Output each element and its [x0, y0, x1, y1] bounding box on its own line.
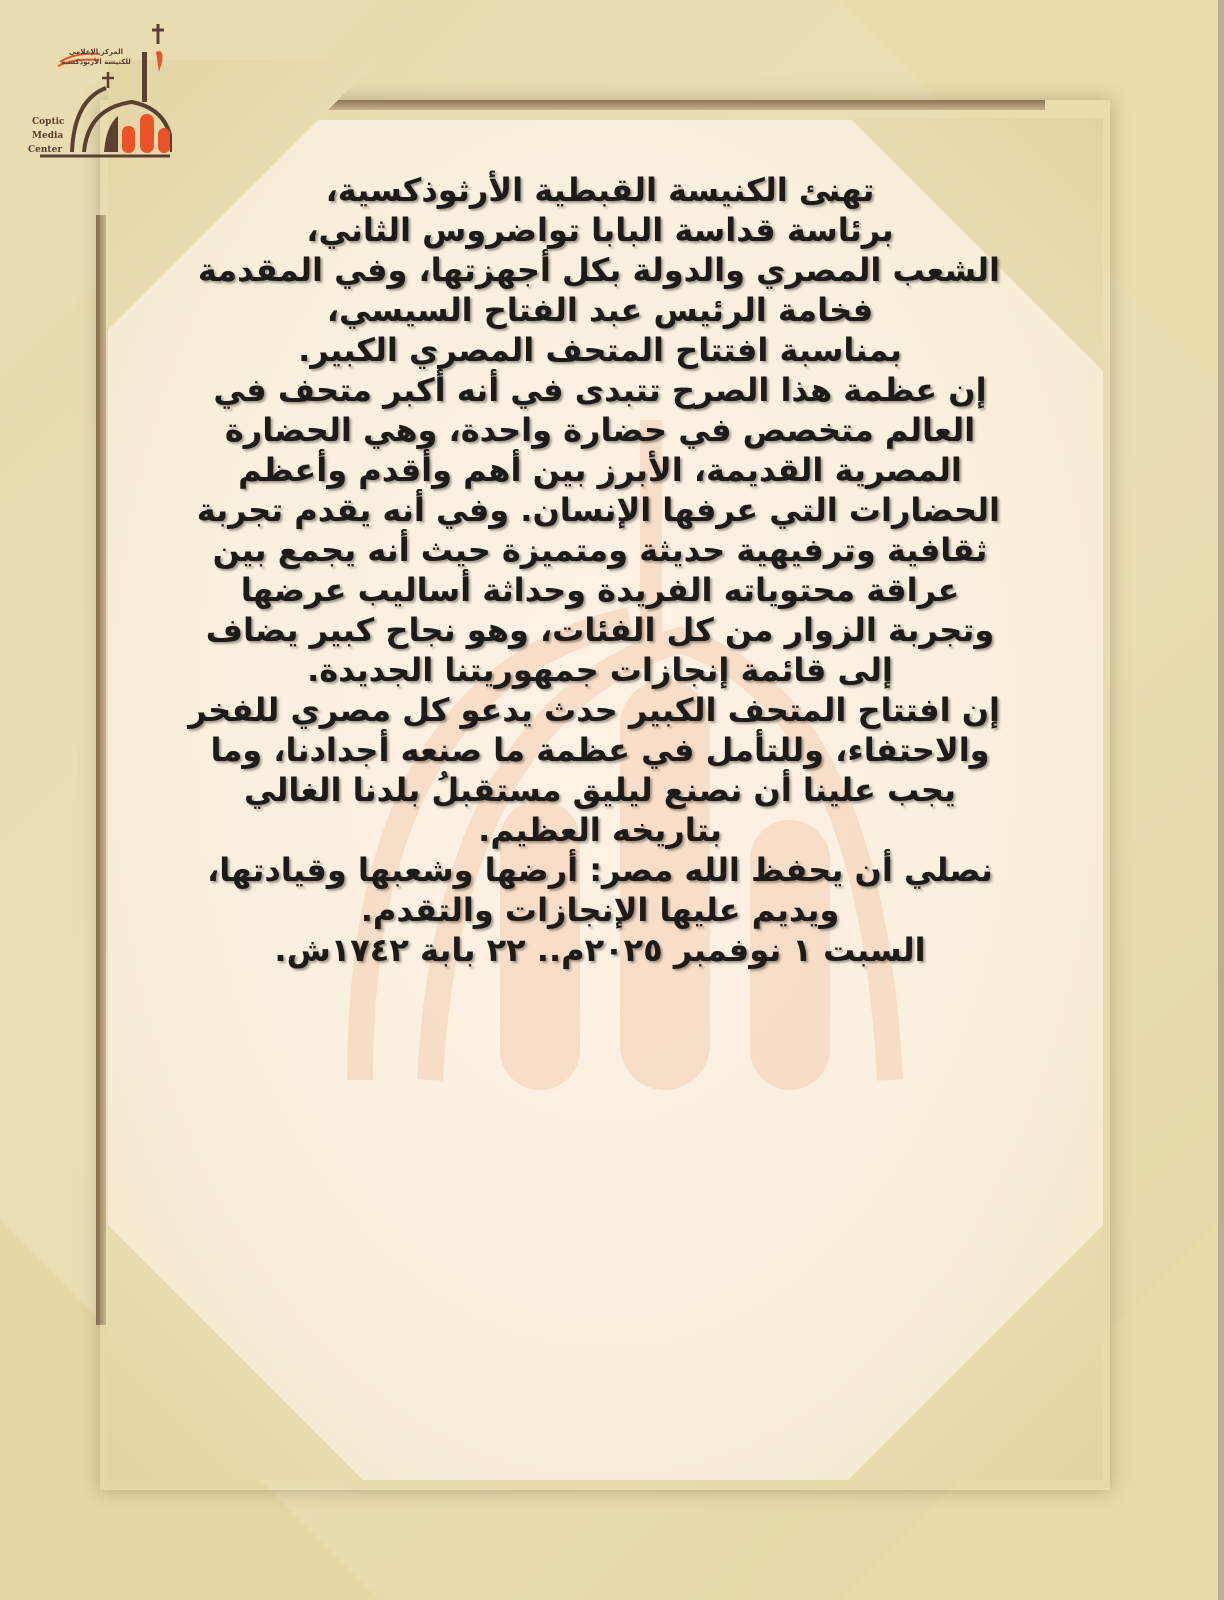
- right-edge-strip: [1218, 0, 1224, 1600]
- paragraph-line: يجب علينا أن نصنع ليليق مستقبلُ بلدنا الغالي: [244, 771, 956, 809]
- date-line: السبت ١ نوفمبر ٢٠٢٥م.. ٢٢ بابة ١٧٤٢ش.: [274, 931, 926, 969]
- paragraph-museum-greatness: [196, 370, 1000, 690]
- paragraph-line: المصرية القديمة، الأبرز بين أهم وأقدم وأعظم: [238, 451, 962, 489]
- greeting-line: بمناسبة افتتاح المتحف المصري الكبير.: [298, 331, 902, 369]
- paragraph-line: إن افتتاح المتحف الكبير حدث يدعو كل مصري للفخر: [188, 691, 1000, 729]
- coptic-media-center-logo: [22, 18, 172, 170]
- letter-body: [188, 170, 1000, 970]
- paragraph-line: وتجربة الزوار من كل الفئات، وهو نجاح كبير يضاف: [205, 611, 995, 649]
- prayer-block: [200, 850, 1000, 930]
- prayer-line: نصلي أن يحفظ الله مصر: أرضها وشعبها وقيادتها،: [207, 851, 993, 889]
- greeting-block: [197, 170, 1000, 370]
- paragraph-line: الحضارات التي عرفها الإنسان. وفي أنه يقدم تجربة: [196, 491, 1000, 529]
- prayer-line: ويديم عليها الإنجازات والتقدم.: [360, 891, 840, 929]
- logo-en-line-1: Coptic: [32, 117, 65, 127]
- logo-en-line-2: Media: [32, 131, 64, 141]
- paragraph-line: بتاريخه العظيم.: [478, 811, 722, 849]
- greeting-line: برئاسة قداسة البابا تواضروس الثاني،: [306, 211, 894, 249]
- paragraph-line: والاحتفاء، وللتأمل في عظمة ما صنعه أجدادنا، وما: [210, 731, 990, 769]
- paragraph-line: العالم متخصص في حضارة واحدة، وهي الحضارة: [224, 411, 976, 449]
- logo-ar-line-2: للكنيسة الأرثوذكسية: [61, 58, 131, 66]
- paragraph-opening-pride: [188, 690, 1000, 850]
- paragraph-line: عراقة محتوياته الفريدة وحداثة أساليب عرضها: [240, 571, 960, 609]
- greeting-line: تهنئ الكنيسة القبطية الأرثوذكسية،: [325, 171, 875, 209]
- logo-ar-line-1: المركز الإعلامي: [68, 48, 124, 56]
- greeting-line: الشعب المصري والدولة بكل أجهزتها، وفي المقدمة: [197, 251, 1000, 289]
- paragraph-line: إن عظمة هذا الصرح تتبدى في أنه أكبر متحف في: [213, 371, 987, 409]
- paragraph-line: ثقافية وترفيهية حديثة ومتميزة حيث أنه يجمع بين: [212, 531, 988, 569]
- paragraph-line: إلى قائمة إنجازات جمهوريتنا الجديدة.: [307, 651, 893, 689]
- logo-en-line-3: Center: [28, 145, 63, 155]
- greeting-line: فخامة الرئيس عبد الفتاح السيسي،: [326, 291, 874, 329]
